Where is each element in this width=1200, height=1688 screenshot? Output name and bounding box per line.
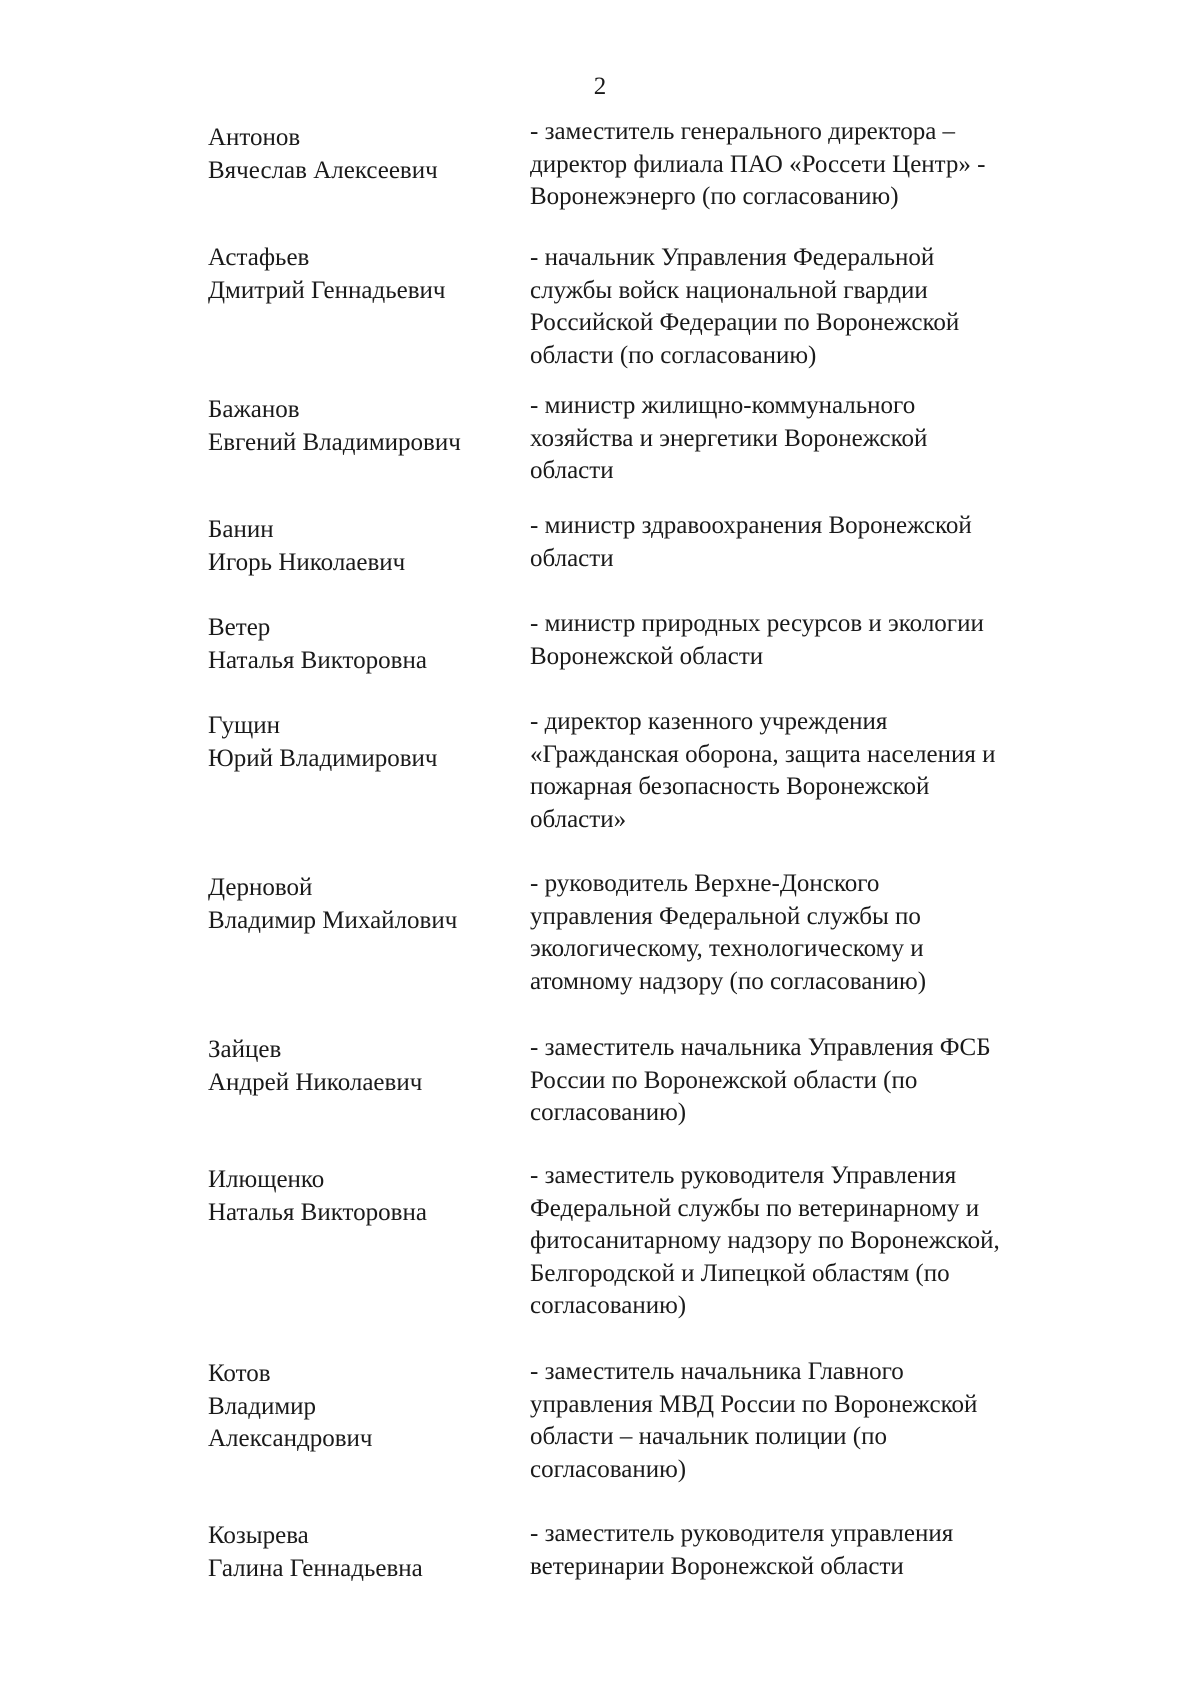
member-name [208, 1358, 508, 1456]
member-given-names: Наталья Викторовна [208, 1198, 427, 1226]
member-name [208, 242, 508, 307]
member-surname: Козырева [208, 1522, 309, 1549]
member-role: - руководитель Верхне-Донского управления Федеральной службы по экологическому, технологическому и атомному надзору (по согласованию) [530, 870, 927, 995]
member-name [208, 1164, 508, 1229]
member-role: - заместитель руководителя управления ветеринарии Воронежской области [530, 1520, 954, 1580]
member-name [208, 710, 508, 775]
member-given-names: Евгений Владимирович [208, 428, 461, 456]
member-entry [0, 394, 1200, 514]
member-given-names: Галина Геннадьевна [208, 1554, 423, 1582]
member-name [208, 1520, 508, 1585]
member-given-names: Юрий Владимирович [208, 744, 438, 772]
member-role: - директор казенного учреждения «Гражданская оборона, защита населения и пожарная безопасность Воронежской области» [530, 708, 996, 833]
member-entry [0, 710, 1200, 872]
member-role: - заместитель руководителя Управления Федеральной службы по ветеринарному и фитосанитарному надзору по Воронежской, Белгородской и Липецкой областям (по согласованию) [530, 1162, 1000, 1319]
member-name [208, 1034, 508, 1099]
member-entry [0, 1164, 1200, 1358]
member-name [208, 872, 508, 937]
member-given-names: Дмитрий Геннадьевич [208, 276, 446, 304]
member-role: - начальник Управления Федеральной службы войск национальной гвардии Российской Федерации по Воронежской области (по согласованию) [530, 244, 960, 369]
member-entry [0, 1520, 1200, 1590]
member-list [0, 118, 1200, 1590]
member-entry [0, 242, 1200, 394]
member-surname: Ветер [208, 614, 271, 641]
member-entry [0, 118, 1200, 242]
member-surname: Гущин [208, 712, 281, 739]
member-given-names: Владимир Михайлович [208, 906, 458, 934]
member-role: - министр природных ресурсов и экологии Воронежской области [530, 610, 984, 670]
member-role: - министр здравоохранения Воронежской области [530, 512, 972, 572]
member-given-names: Андрей Николаевич [208, 1068, 423, 1096]
member-entry [0, 612, 1200, 710]
member-entry [0, 1358, 1200, 1520]
member-surname: Зайцев [208, 1036, 282, 1063]
member-given-names: Игорь Николаевич [208, 548, 406, 576]
member-role: - заместитель начальника Управления ФСБ России по Воронежской области (по согласованию) [530, 1034, 991, 1126]
member-entry [0, 1034, 1200, 1164]
member-surname: Бажанов [208, 396, 300, 423]
member-surname: Дерновой [208, 874, 313, 901]
page-number: 2 [593, 73, 607, 100]
member-entry [0, 514, 1200, 612]
member-surname: Астафьев [208, 244, 310, 271]
member-role: - министр жилищно-коммунального хозяйства и энергетики Воронежской области [530, 392, 928, 484]
member-name [208, 612, 508, 677]
member-given-names: Вячеслав Алексеевич [208, 156, 438, 184]
member-surname: Котов [208, 1360, 271, 1387]
member-given-names: Наталья Викторовна [208, 646, 427, 674]
member-given-names: Владимир Александрович [208, 1392, 373, 1452]
member-entry [0, 872, 1200, 1034]
member-name [208, 394, 508, 459]
member-surname: Илющенко [208, 1166, 325, 1193]
member-surname: Банин [208, 516, 274, 543]
member-surname: Антонов [208, 124, 301, 151]
member-role: - заместитель генерального директора – директор филиала ПАО «Россети Центр» - Воронежэнерго (по согласованию) [530, 118, 986, 210]
member-name [208, 122, 508, 187]
member-role: - заместитель начальника Главного управления МВД России по Воронежской области – начальник полиции (по согласованию) [530, 1358, 978, 1483]
member-name [208, 514, 508, 579]
